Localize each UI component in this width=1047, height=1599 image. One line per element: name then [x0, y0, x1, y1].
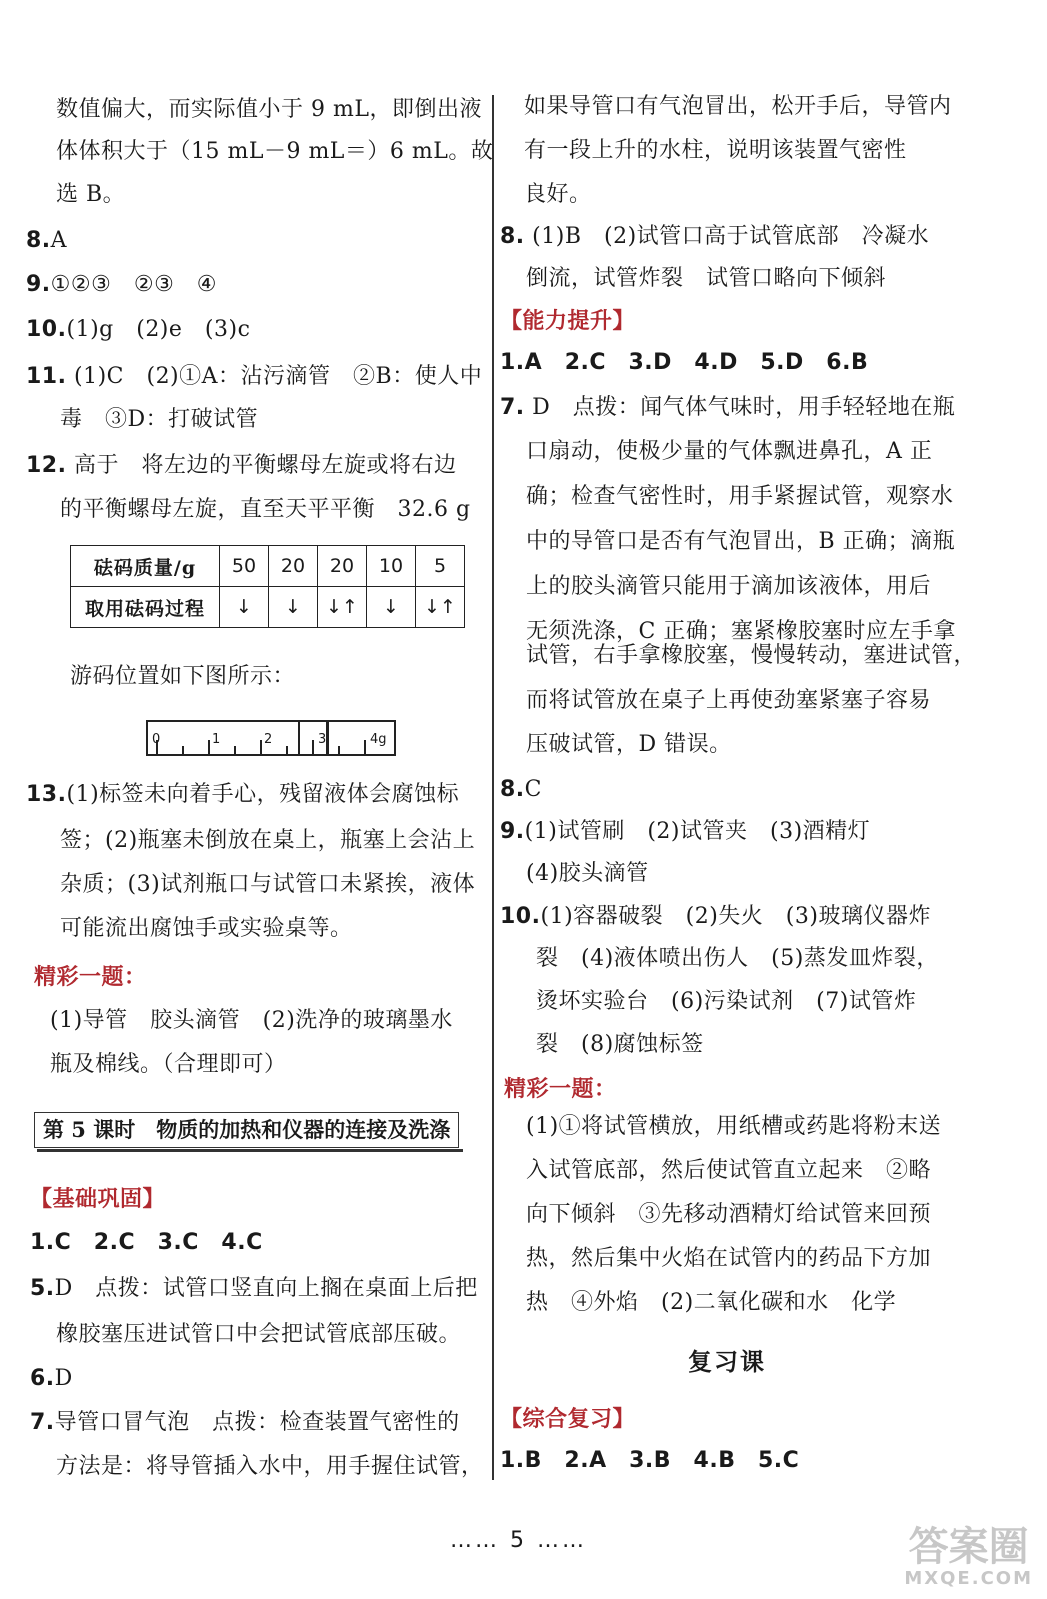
- watermark-url: MXQE.COM: [904, 1568, 1033, 1589]
- column-divider: [492, 95, 494, 1480]
- ruler-label: 0: [152, 732, 161, 747]
- table-header-cell: 取用砝码过程: [71, 587, 220, 628]
- table-header-cell: 砝码质量/g: [71, 546, 220, 587]
- answer-line: 1.A 2.C 3.D 4.D 5.D 6.B: [500, 350, 869, 375]
- table-row: [71, 546, 465, 587]
- table-cell: ↓: [367, 587, 416, 628]
- text-line: 良好。: [524, 182, 592, 207]
- answer-10: 10.(1)容器破裂 (2)失火 (3)玻璃仪器炸: [500, 904, 931, 929]
- text-line: 选 B。: [56, 182, 126, 207]
- text-line: 入试管底部，然后使试管直立起来 ②略: [526, 1158, 932, 1183]
- table-row: [71, 587, 465, 628]
- rider-marker: [298, 720, 329, 756]
- text-line: 而将试管放在桌子上再使劲塞紧塞子容易: [526, 688, 932, 713]
- highlight-title: 精彩一题：: [504, 1076, 617, 1102]
- ruler-tick: [182, 746, 184, 754]
- text-line: 体体积大于（15 mL－9 mL＝）6 mL。故: [56, 139, 494, 164]
- text-line: 烫坏实验台 (6)污染试剂 (7)试管炸: [536, 989, 917, 1014]
- table-cell: 20: [269, 546, 318, 587]
- text-line: 橡胶塞压进试管口中会把试管底部压破。: [56, 1322, 462, 1347]
- text-line: (4)胶头滴管: [526, 861, 649, 886]
- answer-8: 8.C: [500, 777, 543, 802]
- text-line: 试管，右手拿橡胶塞，慢慢转动，塞进试管，: [526, 643, 977, 668]
- answer-5: 5.D 点拨：试管口竖直向上搁在桌面上后把: [30, 1276, 478, 1301]
- section-title: 【能力提升】: [500, 308, 636, 334]
- text-line: (1)①将试管横放，用纸槽或药匙将粉末送: [526, 1114, 942, 1139]
- text-line: 向下倾斜 ③先移动酒精灯给试管来回预: [526, 1202, 932, 1227]
- text-line: 热，然后集中火焰在试管内的药品下方加: [526, 1246, 932, 1271]
- text-line: 如果导管口有气泡冒出，松开手后，导管内: [524, 94, 952, 119]
- text-line: 方法是：将导管插入水中，用手握住试管，: [56, 1454, 484, 1479]
- text-line: 毒 ③D：打破试管: [60, 407, 259, 432]
- ruler-label: 1: [212, 732, 221, 747]
- ruler-tick: [260, 740, 262, 754]
- highlight-title: 精彩一题：: [34, 964, 147, 990]
- text-line: (1)导管 胶头滴管 (2)洗净的玻璃墨水: [50, 1008, 453, 1033]
- ruler-label: 2: [264, 732, 273, 747]
- page-number: …… 5 ……: [450, 1528, 587, 1553]
- text-line: 压破试管，D 错误。: [526, 732, 732, 757]
- weights-table: [70, 545, 465, 628]
- answer-11: 11. (1)C (2)①A：沾污滴管 ②B：使人中: [26, 364, 483, 389]
- text-line: 热 ④外焰 (2)二氧化碳和水 化学: [526, 1290, 897, 1315]
- answer-9: 9.①②③ ②③ ④: [26, 272, 218, 297]
- text-line: 确；检查气密性时，用手紧握试管，观察水: [526, 484, 954, 509]
- text-line: 游码位置如下图所示：: [70, 664, 296, 689]
- table-cell: ↓: [220, 587, 269, 628]
- lesson-title: 第 5 课时 物质的加热和仪器的连接及洗涤: [34, 1112, 459, 1148]
- answer-7: 7. D 点拨：闻气体气味时，用手轻轻地在瓶: [500, 395, 956, 420]
- text-line: 可能流出腐蚀手或实验桌等。: [60, 916, 353, 941]
- answer-7: 7.导管口冒气泡 点拨：检查装置气密性的: [30, 1410, 460, 1435]
- answer-8: 8. (1)B (2)试管口高于试管底部 冷凝水: [500, 224, 930, 249]
- table-cell: 5: [416, 546, 465, 587]
- answer-line: 1.B 2.A 3.B 4.B 5.C: [500, 1448, 800, 1473]
- section-title: 【综合复习】: [500, 1406, 636, 1432]
- ruler-label: 4g: [370, 732, 387, 747]
- ruler-tick: [286, 746, 288, 754]
- text-line: 无须洗涤，C 正确；塞紧橡胶塞时应左手拿: [526, 619, 956, 644]
- table-cell: ↓↑: [318, 587, 367, 628]
- text-line: 瓶及棉线。（合理即可）: [50, 1052, 287, 1077]
- text-line: 杂质；(3)试剂瓶口与试管口未紧挨，液体: [60, 872, 476, 897]
- watermark-logo: 答案圈: [908, 1524, 1029, 1570]
- text-line: 的平衡螺母左旋，直至天平平衡 32.6 g: [60, 497, 471, 522]
- text-line: 口扇动，使极少量的气体飘进鼻孔，A 正: [526, 439, 933, 464]
- answer-line: 1.C 2.C 3.C 4.C: [30, 1230, 263, 1255]
- watermark: [904, 1525, 1033, 1589]
- text-line: 上的胶头滴管只能用于滴加该液体，用后: [526, 574, 932, 599]
- answer-8: 8.A: [26, 228, 68, 253]
- text-line: 有一段上升的水柱，说明该装置气密性: [524, 138, 907, 163]
- ruler-tick: [338, 746, 340, 754]
- balance-ruler: [146, 720, 396, 756]
- answer-12: 12. 高于 将左边的平衡螺母左旋或将右边: [26, 453, 457, 478]
- answer-9: 9.(1)试管刷 (2)试管夹 (3)酒精灯: [500, 819, 871, 844]
- table-cell: 10: [367, 546, 416, 587]
- section-title: 【基础巩固】: [30, 1186, 166, 1212]
- text-line: 倒流，试管炸裂 试管口略向下倾斜: [526, 266, 887, 291]
- answer-13: 13.(1)标签未向着手心，残留液体会腐蚀标: [26, 782, 460, 807]
- text-line: 裂 (4)液体喷出伤人 (5)蒸发皿炸裂，: [536, 946, 939, 971]
- ruler-tick: [234, 746, 236, 754]
- answer-10: 10.(1)g (2)e (3)c: [26, 317, 251, 342]
- table-cell: ↓: [269, 587, 318, 628]
- text-line: 裂 (8)腐蚀标签: [536, 1032, 704, 1057]
- text-line: 中的导管口是否有气泡冒出，B 正确；滴瓶: [526, 529, 956, 554]
- ruler-tick: [208, 740, 210, 754]
- ruler-tick: [364, 740, 366, 754]
- text-line: 数值偏大，而实际值小于 9 mL，即倒出液: [56, 97, 482, 122]
- ruler-label: 3: [318, 732, 327, 747]
- table-cell: ↓↑: [416, 587, 465, 628]
- text-line: 签；(2)瓶塞未倒放在桌上，瓶塞上会沾上: [60, 828, 476, 853]
- answer-6: 6.D: [30, 1366, 73, 1391]
- table-cell: 50: [220, 546, 269, 587]
- review-title: 复习课: [688, 1347, 766, 1376]
- table-cell: 20: [318, 546, 367, 587]
